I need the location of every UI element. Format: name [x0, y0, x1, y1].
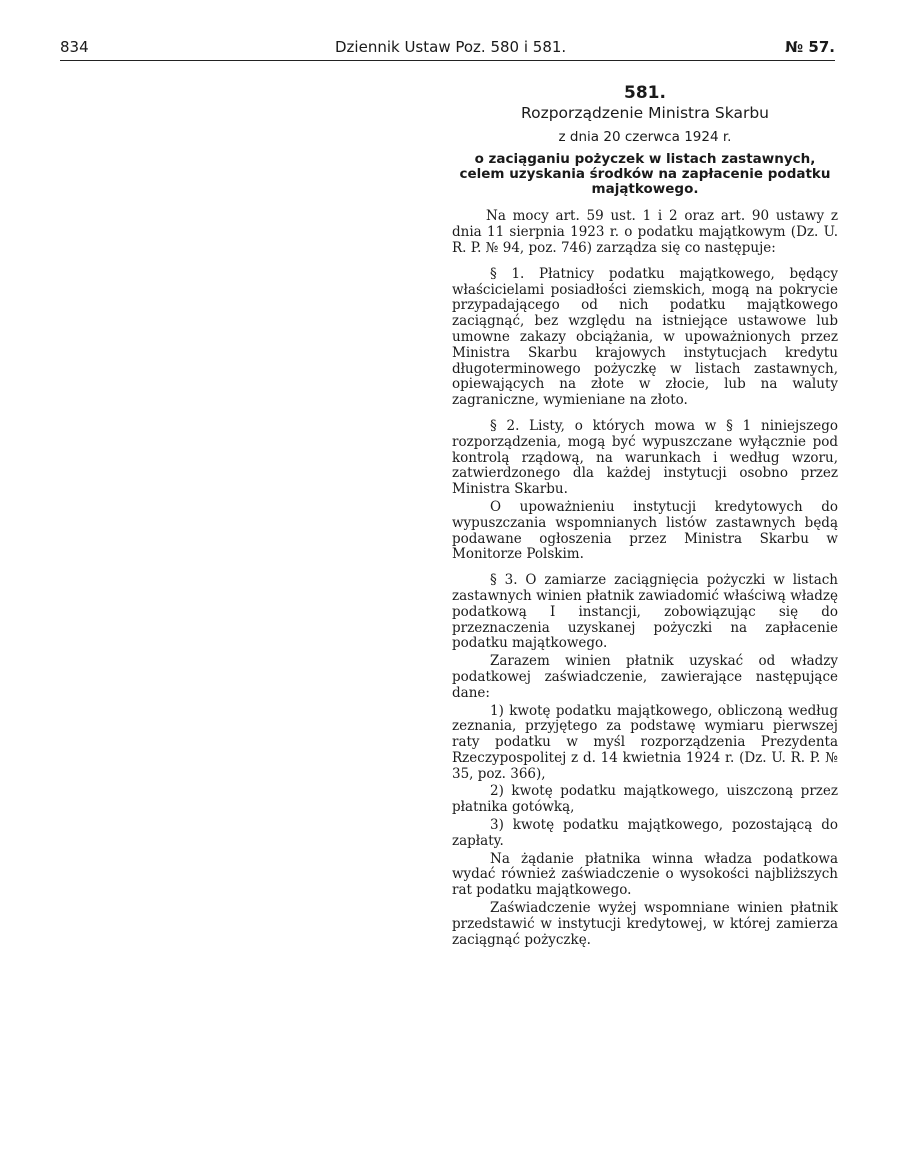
section-3-paragraph-3: Na żądanie płatnika winna władza podatkowa wydać również zaświadczenie o wysokości najbliższych rat podatku majątkowego. [452, 850, 838, 899]
section-3-item-2: 2) kwotę podatku majątkowego, uiszczoną przez płatnika gotówką, [452, 783, 838, 816]
document-date: z dnia 20 czerwca 1924 r. [558, 128, 732, 145]
page-number: 834 [60, 38, 89, 56]
header-rule [60, 60, 835, 61]
running-title: Dziennik Ustaw Poz. 580 i 581. [335, 38, 567, 56]
section-3-paragraph-4: Zaświadczenie wyżej wspomniane winien płatnik przedstawić w instytucji kredytowej, w której zamierza zaciągnąć pożyczkę. [452, 900, 838, 948]
section-2-paragraph-1: § 2. Listy, o których mowa w § 1 niniejszego rozporządzenia, mogą być wypuszczane wyłącznie pod kontrolą rządową, na warunkach i według wzoru, zatwierdzonego dla każdej instytucji osobno przez Ministra Skarbu. [452, 417, 838, 498]
document-subject: o zaciąganiu pożyczek w listach zastawnych, celem uzyskania środków na zapłacenie podatku majątkowego. [459, 151, 831, 198]
section-3-paragraph-2: Zarazem winien płatnik uzyskać od władzy podatkowej zaświadczenie, zawierające następujące dane: [452, 653, 838, 701]
section-3-item-1: 1) kwotę podatku majątkowego, obliczoną według zeznania, przyjętego za podstawę wymiaru pierwszej raty podatku w myśl rozporządzenia Prezydenta Rzeczypospolitej z d. 14 kwietnia 1924 r. (Dz. U. R. P. № 35, poz. 366), [452, 702, 838, 782]
page-header [60, 34, 835, 62]
section-1: § 1. Płatnicy podatku majątkowego, będący właścicielami posiadłości ziemskich, mogą na pokrycie przypadającego od nich podatku majątkowego zaciągnąć, bez względu na istniejące ustawowe lub umowne zakazy obciążania, w upoważnionych przez Ministra Skarbu krajowych instytucjach kredytu długoterminowego pożyczkę w listach zastawnych, opiewających na złote w złocie, lub na waluty zagraniczne, wymieniane na złoto. [452, 265, 838, 409]
intro-paragraph: Na mocy art. 59 ust. 1 i 2 oraz art. 90 ustawy z dnia 11 sierpnia 1923 r. o podatku majątkowym (Dz. U. R. P. № 94, poz. 746) zarządza się co następuje: [452, 208, 838, 256]
section-2-paragraph-2: O upoważnieniu instytucji kredytowych do wypuszczania wspomnianych listów zastawnych będą podawane ogłoszenia przez Ministra Skarbu w Monitorze Polskim. [452, 498, 838, 563]
issue-number: № 57. [785, 38, 835, 56]
document-column [452, 83, 838, 950]
document-title: Rozporządzenie Ministra Skarbu [521, 103, 769, 122]
document-number: 581. [624, 83, 666, 103]
section-3-paragraph-1: § 3. O zamiarze zaciągnięcia pożyczki w listach zastawnych winien płatnik zawiadomić właściwą władzę podatkową I instancji, zobowiązując się do przeznaczenia uzyskanej pożyczki na zapłacenie podatku majątkowego. [452, 572, 838, 652]
section-3-item-3: 3) kwotę podatku majątkowego, pozostającą do zapłaty. [452, 817, 838, 849]
